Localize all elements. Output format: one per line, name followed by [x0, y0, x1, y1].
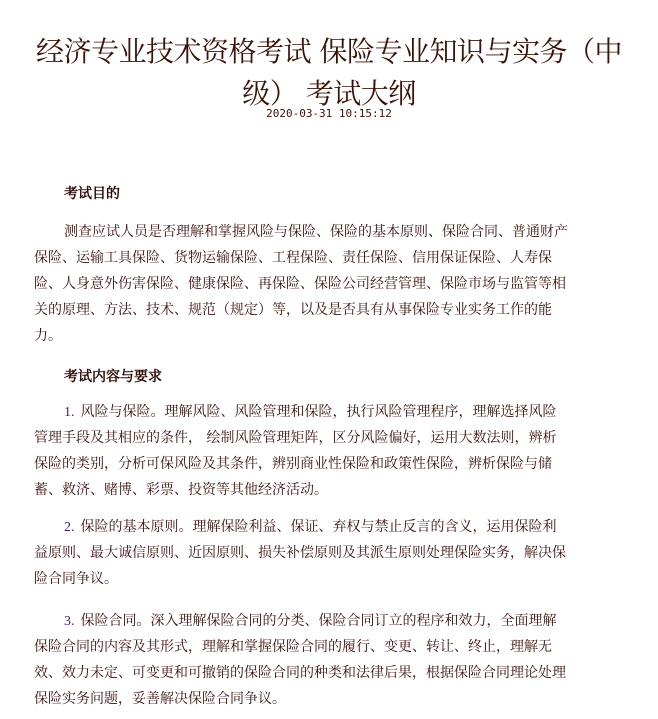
paragraph-line: 测查应试人员是否理解和掌握风险与保险、保险的基本原则、保险合同、普通财产 — [64, 224, 568, 240]
item-number: 1. — [64, 405, 75, 420]
paragraph-text: 保险合同。深入理解保险合同的分类、保险合同订立的程序和效力，全面理解 — [80, 613, 557, 629]
paragraph-line — [34, 608, 634, 634]
paragraph-line: 力。 — [34, 328, 62, 344]
section-heading-purpose: 考试目的 — [64, 186, 120, 202]
paragraph-text: 风险与保险。理解风险、风险管理和保险，执行风险管理程序，理解选择风险 — [80, 404, 557, 420]
publish-date: 2020-03-31 10:15:12 — [266, 107, 392, 120]
paragraph-item-1 — [34, 399, 634, 503]
section-heading-content: 考试内容与要求 — [64, 369, 162, 385]
paragraph-line — [34, 514, 634, 540]
paragraph-line — [34, 399, 634, 425]
paragraph-text: 保险的基本原则。理解保险利益、保证、弃权与禁止反言的含义，运用保险利 — [80, 519, 557, 535]
paragraph-line: 保险、运输工具保险、货物运输保险、工程保险、责任保险、信用保证保险、人寿保 — [34, 250, 552, 266]
paragraph-line: 关的原理、方法、技术、规范（规定）等，以及是否具有从事保险专业实务工作的能 — [34, 302, 552, 318]
article-title-line-2: 级） 考试大纲 — [242, 76, 416, 110]
paragraph-item-3 — [34, 608, 634, 712]
paragraph-purpose — [34, 219, 634, 349]
paragraph-line: 险合同争议。 — [34, 571, 118, 587]
paragraph-line: 管理手段及其相应的条件， 绘制风险管理矩阵，区分风险偏好，运用大数法则，辨析 — [34, 430, 557, 446]
paragraph-line: 保险合同的内容及其形式，理解和掌握保险合同的履行、变更、转让、终止，理解无 — [34, 639, 552, 655]
paragraph-item-2 — [34, 514, 634, 592]
paragraph-line: 保险的类别，分析可保风险及其条件，辨别商业性保险和政策性保险，辨析保险与储 — [34, 456, 552, 472]
paragraph-line: 益原则、最大诚信原则、近因原则、损失补偿原则及其派生原则处理保险实务，解决保 — [34, 545, 566, 561]
article-title — [0, 31, 658, 115]
paragraph-line: 保险实务问题，妥善解决保险合同争议。 — [34, 691, 286, 707]
article-title-line-1: 经济专业技术资格考试 保险专业知识与实务（中 — [36, 34, 622, 68]
item-number: 2. — [64, 520, 75, 535]
paragraph-line: 蓄、救济、赌博、彩票、投资等其他经济活动。 — [34, 482, 328, 498]
paragraph-line: 效、效力未定、可变更和可撤销的保险合同的种类和法律后果，根据保险合同理论处理 — [34, 665, 566, 681]
paragraph-line: 险、人身意外伤害保险、健康保险、再保险、保险公司经营管理、保险市场与监管等相 — [34, 276, 566, 292]
item-number: 3. — [64, 614, 75, 629]
